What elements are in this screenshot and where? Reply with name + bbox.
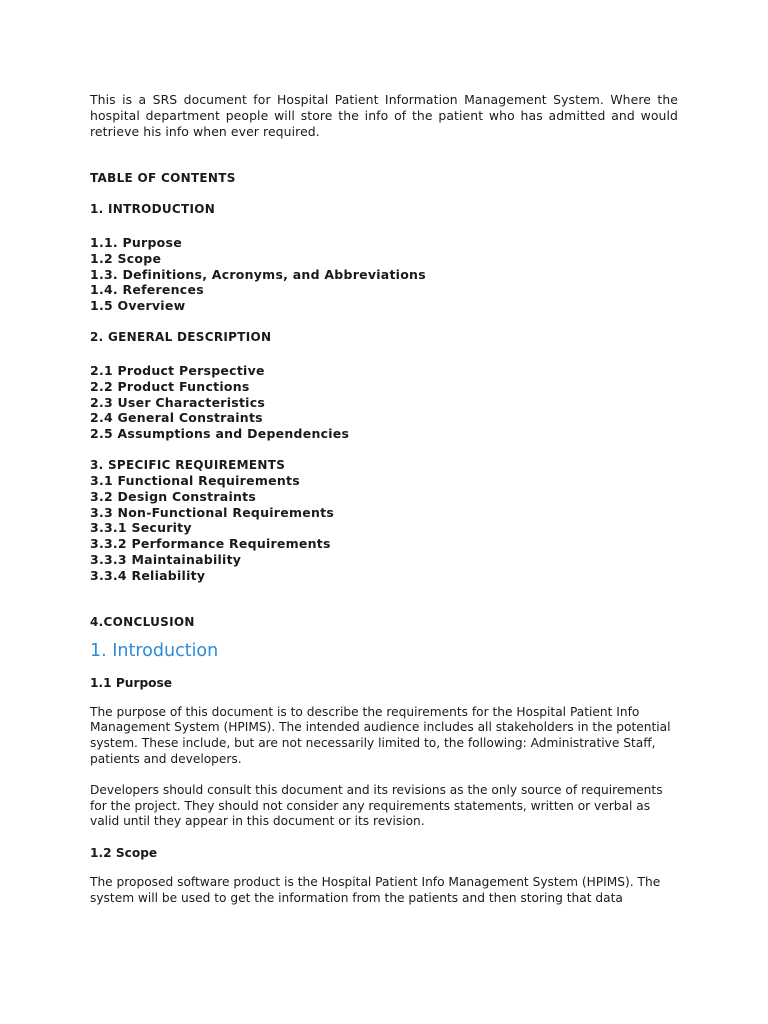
toc-item: 3.1 Functional Requirements xyxy=(90,472,300,488)
toc-item: 3.3.4 Reliability xyxy=(90,567,206,583)
intro-paragraph: This is a SRS document for Hospital Patient Information Management System. Where the hospital department people will store the info of the patient who has admitted and would retrieve his info when ever required. xyxy=(90,92,678,139)
purpose-paragraph: Developers should consult this document and its revisions as the only source of requirements for the project. They should not consider any requirements statements, written or verbal as valid until they appear in this document or its revision. xyxy=(90,782,663,829)
toc-section-1-list xyxy=(90,235,678,314)
toc-section-2-title: 2. GENERAL DESCRIPTION xyxy=(90,329,272,344)
toc-item: 1.2 Scope xyxy=(90,250,162,266)
toc-item: 2.2 Product Functions xyxy=(90,378,250,394)
toc-item: 1.3. Definitions, Acronyms, and Abbreviations xyxy=(90,266,426,282)
document-page xyxy=(90,92,678,922)
toc-item: 2.4 General Constraints xyxy=(90,410,263,426)
toc-item: 3.3.1 Security xyxy=(90,520,192,536)
introduction-heading: 1. Introduction xyxy=(90,640,219,661)
toc-item: 1.4. References xyxy=(90,282,204,298)
purpose-heading: 1.1 Purpose xyxy=(90,675,173,690)
scope-paragraph: The proposed software product is the Hospital Patient Info Management System (HPIMS). The system will be used to get the information from the patients and then storing that data xyxy=(90,875,661,905)
toc-section-2-list xyxy=(90,363,678,442)
toc-item: 1.5 Overview xyxy=(90,298,186,314)
toc-item: 1.1. Purpose xyxy=(90,235,182,250)
purpose-paragraph: The purpose of this document is to describe the requirements for the Hospital Patient Info Management System (HPIMS). The intended audience includes all stakeholders in the potential system. These include, but are not necessarily limited to, the following: Administrative Staff, patients and developers. xyxy=(90,704,671,766)
toc-item: 2.5 Assumptions and Dependencies xyxy=(90,426,350,442)
toc-item: 3.3 Non-Functional Requirements xyxy=(90,504,335,520)
toc-section-4-title: 4.CONCLUSION xyxy=(90,614,195,629)
toc-section-3-title: 3. SPECIFIC REQUIREMENTS xyxy=(90,457,286,472)
toc-item: 3.2 Design Constraints xyxy=(90,488,257,504)
toc-section-3-list xyxy=(90,473,678,584)
toc-item: 3.3.3 Maintainability xyxy=(90,551,242,567)
scope-heading: 1.2 Scope xyxy=(90,846,158,861)
toc-item: 3.3.2 Performance Requirements xyxy=(90,536,331,552)
toc-item: 2.1 Product Perspective xyxy=(90,362,265,378)
toc-section-1-title: 1. INTRODUCTION xyxy=(90,202,216,216)
toc-title: TABLE OF CONTENTS xyxy=(90,171,236,185)
toc-item: 2.3 User Characteristics xyxy=(90,394,266,410)
